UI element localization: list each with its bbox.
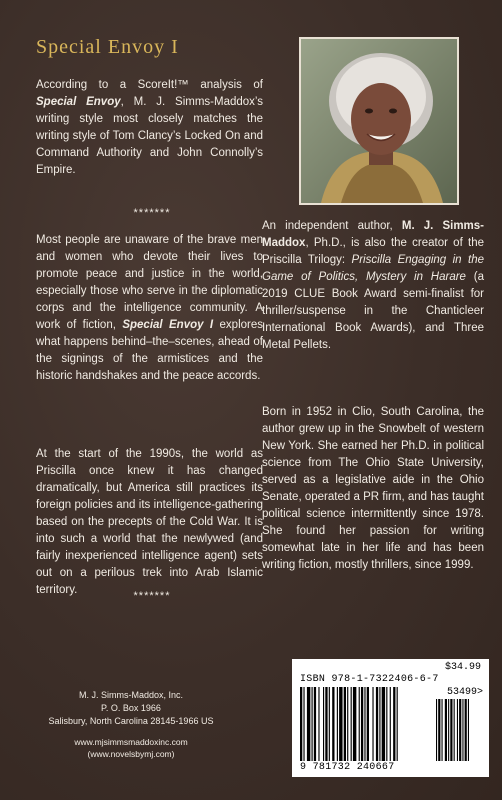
barcode-bar — [364, 687, 365, 761]
barcode-addon-bar — [462, 699, 463, 761]
barcode-bar — [372, 687, 373, 761]
barcode-bar — [325, 687, 327, 761]
publisher-address — [36, 689, 226, 728]
intro-paragraph: According to a ScoreIt!™ analysis of Special Envoy, M. J. Simms-Maddox’s writing style most closely matches the writing style of Tom Clancy’s Locked On and Command Authority and John Connolly’s Empire. — [36, 79, 263, 176]
barcode-bar — [359, 687, 360, 761]
barcode-bar — [303, 687, 304, 761]
barcode-bars-icon — [300, 687, 481, 761]
barcode-bar — [351, 687, 352, 761]
publisher-websites — [36, 736, 226, 760]
barcode-addon-bar — [459, 699, 461, 761]
barcode-addon-bar — [436, 699, 437, 761]
barcode-bar — [337, 687, 338, 761]
book-title-emphasis: Special Envoy I — [122, 319, 214, 331]
barcode-bar — [323, 687, 324, 761]
trilogy-titles: Priscilla Engaging in the Game of Politics, Mystery in Harare — [262, 254, 484, 283]
barcode-addon-bar — [445, 699, 447, 761]
cover-title: Special Envoy I — [36, 36, 179, 58]
barcode-bar — [397, 687, 398, 761]
separator-top: ******* — [133, 207, 171, 219]
price-label: $34.99 — [444, 662, 481, 673]
barcode-bar — [344, 687, 346, 761]
barcode-bar — [339, 687, 342, 761]
author-photo — [299, 37, 459, 205]
barcode-addon-bar — [465, 699, 467, 761]
barcode-bar — [312, 687, 313, 761]
separator-bottom: ******* — [133, 590, 171, 602]
barcode-addon-bar — [442, 699, 443, 761]
barcode-bar — [382, 687, 385, 761]
blurb-paragraph-1: Most people are unaware of the brave men and women who devote their lives to promote peace and justice in the world, especially those who serve in the diplomatic corps and the intelligence community. A work of fiction, Special Envoy I explores what happens behind–the–scenes, ahead of the signings of the armistices and the historic handshakes and the peace accords. — [36, 234, 263, 382]
barcode-addon-bar — [457, 699, 458, 761]
barcode-addon-bar — [454, 699, 455, 761]
bio-paragraph-2: Born in 1952 in Clio, South Carolina, the author grew up in the Snowbelt of western New York. She earned her Ph.D. in political science from The Ohio State University, served as a legislative aide in the Ohio Senate, operated a PR firm, and has taught political science intermittently since 1978. She found her passion for writing somewhat late in her life and has been writing fiction, mostly thrillers, since 1999. — [262, 406, 484, 571]
author-portrait-image — [301, 39, 457, 203]
barcode-bar — [314, 687, 316, 761]
barcode-bar — [353, 687, 356, 761]
barcode-bar — [332, 687, 334, 761]
bio-paragraph-1: An independent author, M. J. Simms-Maddox, Ph.D., is also the creator of the Priscilla Trilogy: Priscilla Engaging in the Game of Politics, Mystery in Harare (a 2019 CLUE Book Award semi-finalist for thriller/suspense in the Chanticleer International Book Awards), and Three Metal Pellets. — [262, 220, 485, 351]
barcode-addon-bar — [448, 699, 449, 761]
barcode-bar — [307, 687, 310, 761]
barcode-bar — [379, 687, 380, 761]
barcode-bar — [386, 687, 387, 761]
barcode-addon-bar — [450, 699, 452, 761]
barcode-bar — [361, 687, 363, 761]
barcode-bar — [390, 687, 391, 761]
barcode-bar — [376, 687, 378, 761]
isbn-label: ISBN 978-1-7322406-6-7 — [300, 674, 439, 685]
barcode-addon-bar — [468, 699, 469, 761]
blurb-paragraph-2: At the start of the 1990s, the world as Priscilla once knew it has changed dramatically, but America still practices its foreign policies and its intelligence-gathering based on the precepts of the Cold War. It is into such a world that the newlywed (and fairly inexperienced intelligence agent) sets out on a perilous trek into Arab Islamic territory. — [36, 448, 263, 596]
barcode-addon-bar — [438, 699, 440, 761]
ean5-label: 53499> — [446, 687, 483, 698]
barcode-bar — [367, 687, 369, 761]
publisher-pobox: P. O. Box 1966 — [101, 703, 161, 713]
barcode-bar — [329, 687, 330, 761]
isbn-digits: 9 781732 240667 — [300, 762, 395, 773]
website-link-2[interactable]: (www.novelsbymj.com) — [87, 749, 175, 759]
isbn-barcode-box — [292, 659, 489, 777]
barcode-bar — [393, 687, 395, 761]
barcode-bar — [318, 687, 319, 761]
author-name: M. J. Simms-Maddox — [262, 220, 484, 249]
publisher-city: Salisbury, North Carolina 28145-1966 US — [48, 716, 214, 726]
book-title-emphasis: Special Envoy — [36, 96, 121, 108]
publisher-name: M. J. Simms-Maddox, Inc. — [78, 690, 184, 700]
barcode-bar — [347, 687, 348, 761]
barcode-bar — [300, 687, 302, 761]
website-link-1[interactable]: www.mjsimmsmaddoxinc.com — [74, 737, 188, 747]
